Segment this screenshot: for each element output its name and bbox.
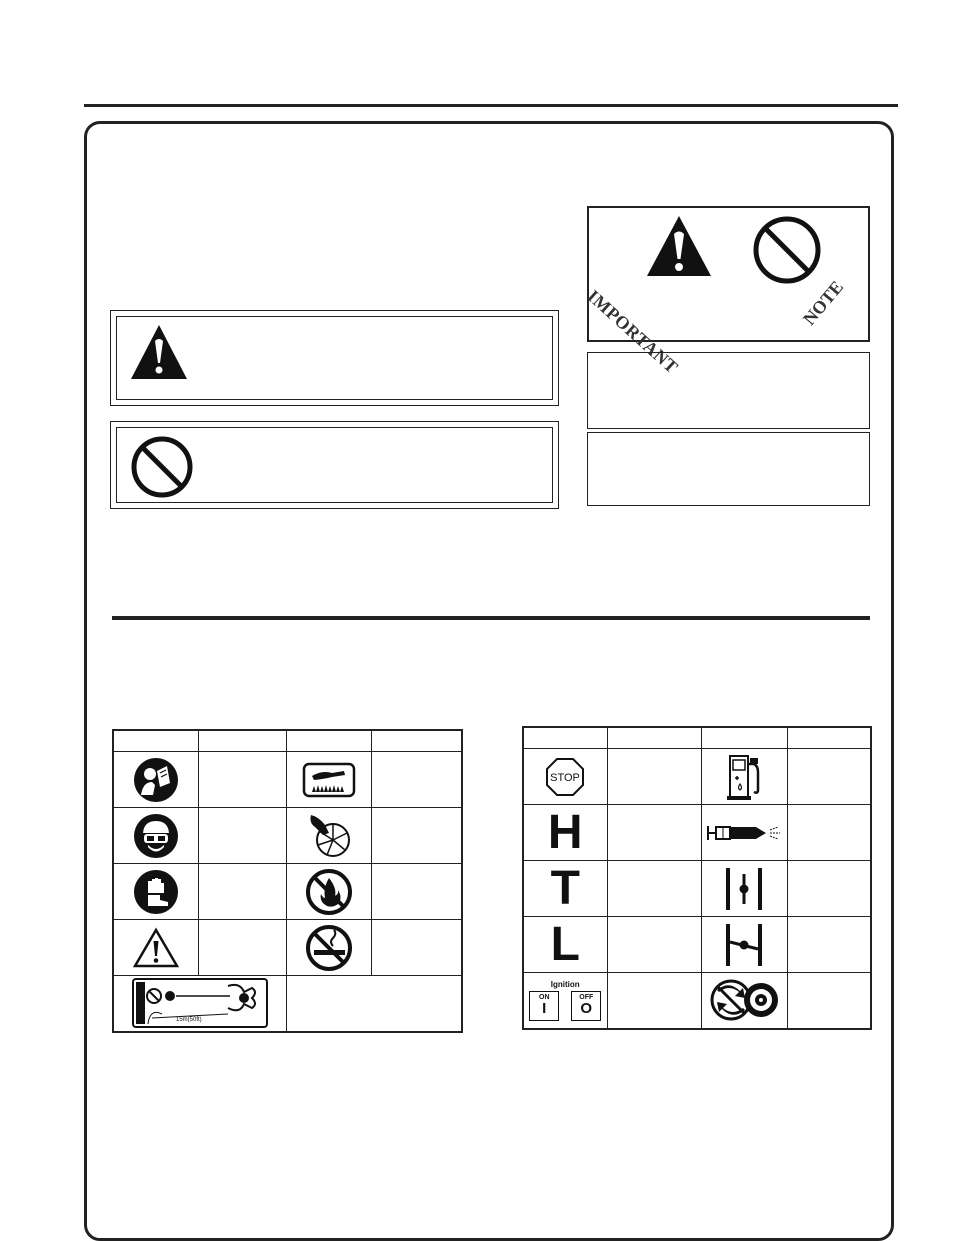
description-cell — [787, 917, 871, 973]
ignition-label: Ignition — [550, 979, 580, 989]
section-rule — [112, 616, 870, 620]
primer-pump-icon — [704, 823, 784, 843]
symbol-cell — [286, 808, 371, 864]
hot-surface-icon — [302, 762, 356, 798]
header-cell — [607, 727, 701, 749]
description-cell — [787, 973, 871, 1029]
description-cell — [198, 864, 286, 920]
header-cell — [113, 730, 198, 752]
header-cell — [286, 730, 371, 752]
letter-t-icon: T — [550, 861, 580, 915]
description-cell — [198, 808, 286, 864]
important-text-box — [587, 352, 870, 429]
fuel-pump-icon — [724, 752, 764, 802]
symbol-cell — [286, 864, 371, 920]
header-cell — [787, 727, 871, 749]
symbol-cell — [286, 920, 371, 976]
important-triangle-icon — [645, 214, 713, 278]
safety-distance-icon — [132, 978, 268, 1028]
symbol-cell — [113, 864, 198, 920]
symbol-cell — [701, 861, 787, 917]
important-label: IMPORTANT — [583, 286, 683, 378]
symbol-cell — [523, 917, 607, 973]
prohibition-icon — [130, 435, 194, 499]
read-manual-icon — [133, 757, 179, 803]
description-cell — [371, 808, 462, 864]
symbol-cell — [701, 805, 787, 861]
on-label: ON — [539, 993, 550, 1001]
choke-closed-icon — [722, 922, 766, 968]
prohibition-box — [110, 421, 559, 509]
description-cell — [607, 749, 701, 805]
gloves-boots-icon — [133, 869, 179, 915]
symbol-cell — [286, 752, 371, 808]
description-cell — [198, 752, 286, 808]
header-cell — [198, 730, 286, 752]
off-label: OFF — [579, 993, 594, 1001]
description-cell — [371, 920, 462, 976]
header-cell — [701, 727, 787, 749]
stop-label: STOP — [550, 771, 581, 784]
warning-box — [110, 310, 559, 406]
warning-triangle-outline-icon — [133, 927, 179, 969]
ignition-switch-icon — [529, 980, 601, 1021]
description-cell — [787, 749, 871, 805]
choke-open-icon — [722, 866, 766, 912]
symbol-cell — [113, 920, 198, 976]
symbol-cell — [523, 973, 607, 1029]
description-cell — [607, 973, 701, 1029]
header-cell — [523, 727, 607, 749]
description-cell — [607, 805, 701, 861]
warning-triangle-icon — [129, 323, 189, 381]
important-note-panel — [583, 206, 870, 378]
off-symbol: O — [580, 999, 593, 1017]
symbol-cell — [523, 861, 607, 917]
eye-head-protection-icon — [133, 813, 179, 859]
note-prohibition-icon — [751, 214, 823, 286]
symbol-cell — [701, 749, 787, 805]
description-cell — [607, 861, 701, 917]
symbol-cell — [701, 973, 787, 1029]
note-label: NOTE — [799, 276, 848, 329]
right-symbol-table — [522, 726, 872, 1030]
off-switch — [571, 991, 601, 1021]
rotating-blade-hand-icon — [305, 813, 353, 859]
on-switch — [529, 991, 559, 1021]
top-rule — [84, 104, 898, 107]
no-smoking-icon — [305, 924, 353, 972]
symbol-cell — [113, 808, 198, 864]
description-cell — [371, 864, 462, 920]
no-fire-icon — [305, 868, 353, 916]
left-symbol-table — [112, 729, 463, 1033]
header-cell — [371, 730, 462, 752]
symbol-cell — [523, 749, 607, 805]
symbol-cell — [113, 752, 198, 808]
description-cell — [787, 861, 871, 917]
on-symbol: I — [542, 999, 547, 1017]
stop-sign-icon — [545, 757, 585, 797]
symbol-cell — [113, 976, 286, 1032]
distance-text: 15m(50ft) — [175, 1017, 202, 1024]
description-cell — [286, 976, 462, 1032]
description-cell — [371, 752, 462, 808]
description-cell — [787, 805, 871, 861]
recycling-icon — [709, 978, 779, 1022]
note-text-box — [587, 432, 870, 506]
description-cell — [198, 920, 286, 976]
symbol-cell — [523, 805, 607, 861]
description-cell — [607, 917, 701, 973]
symbol-cell — [701, 917, 787, 973]
letter-h-icon: H — [547, 805, 583, 859]
letter-l-icon: L — [550, 917, 580, 971]
